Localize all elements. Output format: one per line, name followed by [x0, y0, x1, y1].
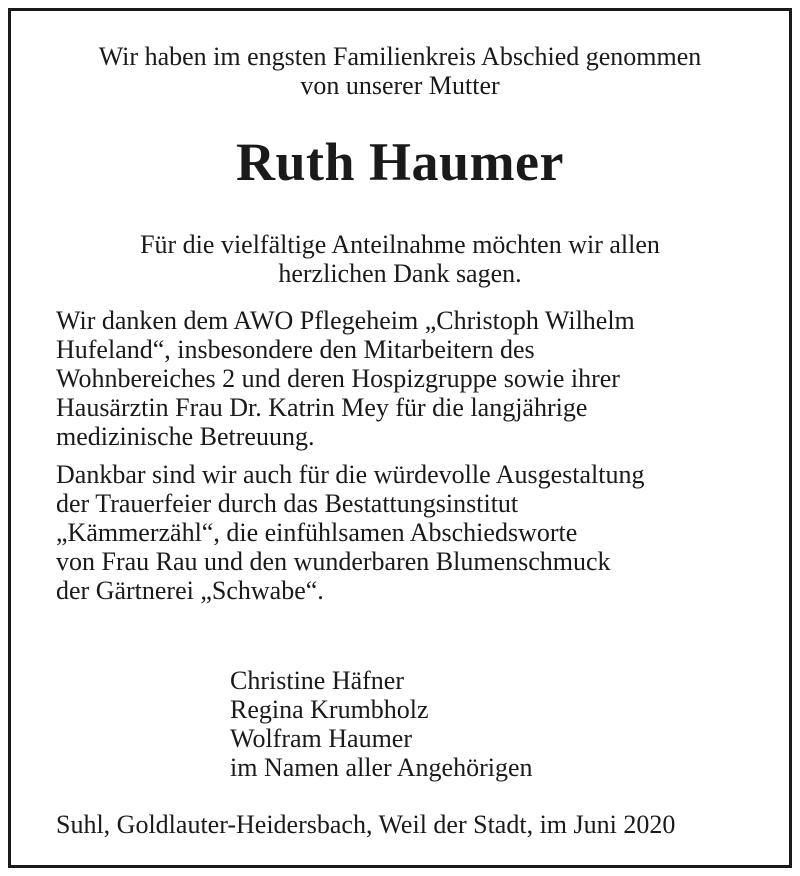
place-date-line: Suhl, Goldlauter-Heidersbach, Weil der Stadt, im Juni 2020	[56, 810, 676, 839]
thanks-text	[0, 230, 800, 288]
intro-line: von unserer Mutter	[300, 71, 500, 100]
signer-name: Wolfram Haumer	[230, 724, 412, 753]
intro-line: Wir haben im engsten Familienkreis Abschied genommen	[98, 42, 702, 71]
signer-name: Regina Krumbholz	[230, 695, 429, 724]
thanks-line: herzlichen Dank sagen.	[278, 259, 522, 288]
paragraph-line: medizinische Betreuung.	[56, 422, 315, 451]
deceased-name: Ruth Haumer	[236, 132, 564, 192]
paragraph-line: Hausärztin Frau Dr. Katrin Mey für die langjährige	[56, 393, 588, 422]
paragraph-line: Wohnbereiches 2 und deren Hospizgruppe sowie ihrer	[56, 364, 620, 393]
paragraph-line: Dankbar sind wir auch für die würdevolle Ausgestaltung	[56, 460, 645, 489]
paragraph-line: von Frau Rau und den wunderbaren Blumenschmuck	[56, 547, 611, 576]
thanks-line: Für die vielfältige Anteilnahme möchten wir allen	[140, 230, 660, 259]
thanks-paragraph-funeral	[56, 460, 776, 605]
signer-note: im Namen aller Angehörigen	[230, 753, 533, 782]
paragraph-line: „Kämmerzähl“, die einfühlsamen Abschiedsworte	[56, 518, 578, 547]
paragraph-line: der Gärtnerei „Schwabe“.	[56, 576, 324, 605]
thanks-paragraph-care	[56, 306, 776, 451]
paragraph-line: der Trauerfeier durch das Bestattungsinstitut	[56, 489, 519, 518]
paragraph-line: Hufeland“, insbesondere den Mitarbeitern des	[56, 335, 535, 364]
paragraph-line: Wir danken dem AWO Pflegeheim „Christoph Wilhelm	[56, 306, 635, 335]
signer-name: Christine Häfner	[230, 666, 405, 695]
intro-text	[0, 42, 800, 100]
signers-list	[230, 666, 750, 782]
